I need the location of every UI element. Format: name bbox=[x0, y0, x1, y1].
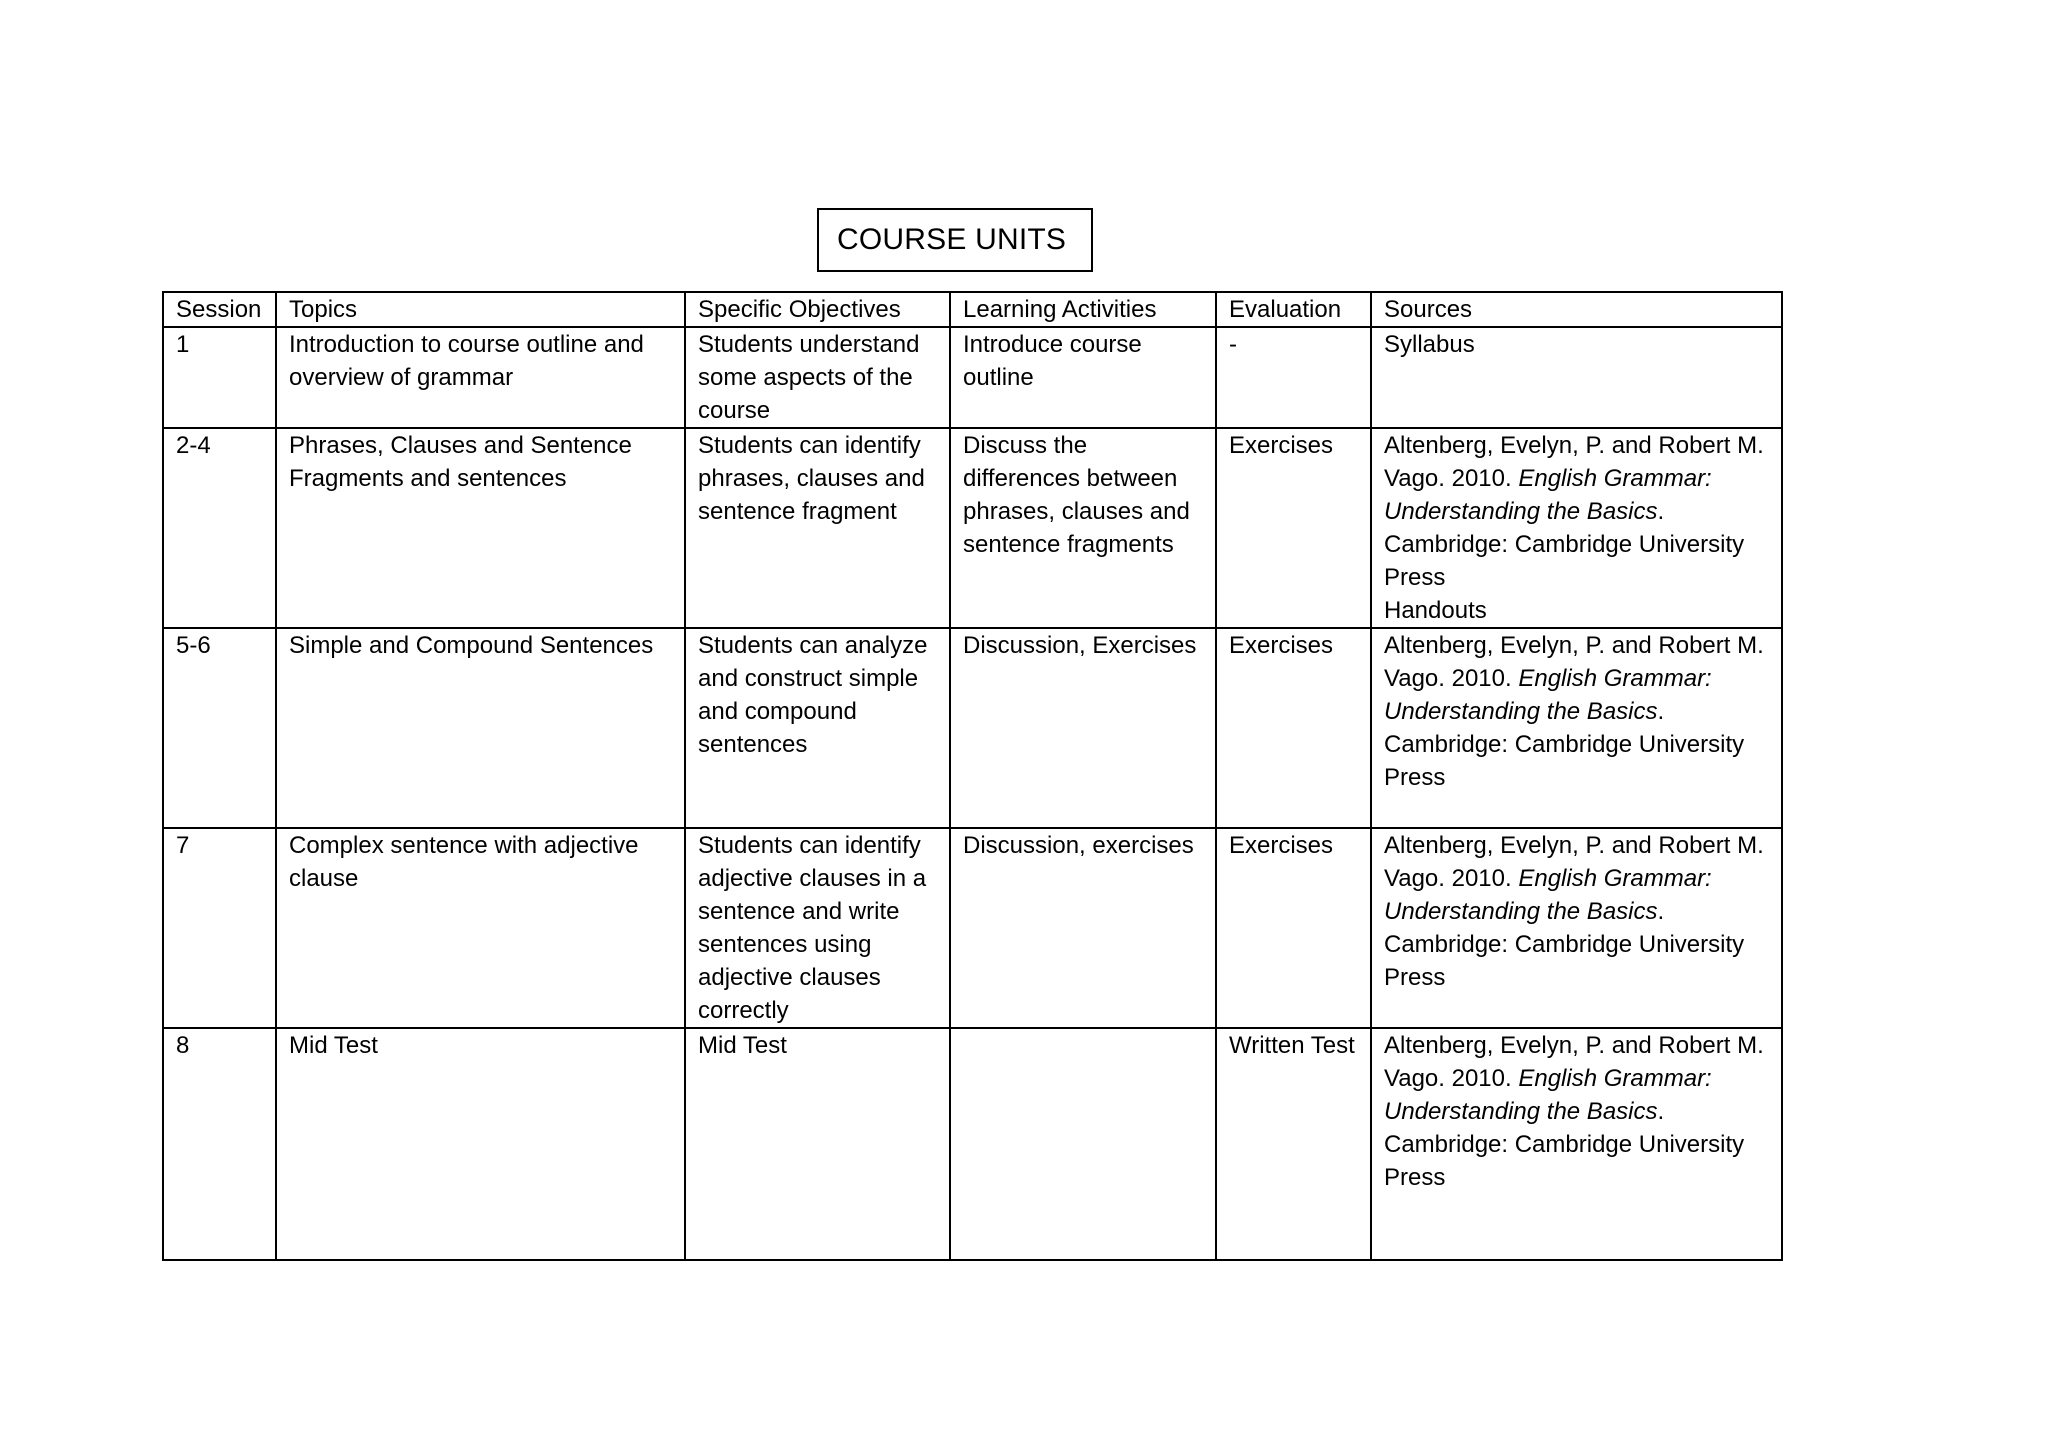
cell-session: 8 bbox=[163, 1028, 276, 1260]
source-authors: Altenberg, Evelyn, P. and Robert M. Vago. 2010. bbox=[1384, 432, 1764, 492]
source-publisher: Cambridge: Cambridge University Press bbox=[1384, 531, 1745, 591]
cell-session: 1 bbox=[163, 327, 276, 428]
source-book-title: English Grammar: Understanding the Basics bbox=[1384, 1065, 1712, 1125]
cell-objectives: Students can identify phrases, clauses and sentence fragment bbox=[685, 428, 950, 628]
source-period: . bbox=[1657, 898, 1665, 925]
page-title-text: COURSE UNITS bbox=[837, 223, 1067, 256]
table-row bbox=[163, 428, 1782, 628]
cell-topics: Mid Test bbox=[276, 1028, 685, 1260]
cell-evaluation: Exercises bbox=[1216, 828, 1371, 1028]
table-header-row bbox=[163, 292, 1782, 327]
source-book-title: English Grammar: Understanding the Basics bbox=[1384, 665, 1712, 725]
source-authors: Altenberg, Evelyn, P. and Robert M. Vago. 2010. bbox=[1384, 1032, 1764, 1092]
source-text: Syllabus bbox=[1384, 331, 1475, 358]
cell-topics: Introduction to course outline and overview of grammar bbox=[276, 327, 685, 428]
cell-objectives: Students understand some aspects of the course bbox=[685, 327, 950, 428]
cell-session: 7 bbox=[163, 828, 276, 1028]
header-topics: Topics bbox=[276, 292, 685, 327]
cell-sources bbox=[1371, 828, 1782, 1028]
source-period: . bbox=[1657, 498, 1665, 525]
header-activities: Learning Activities bbox=[950, 292, 1216, 327]
source-authors: Altenberg, Evelyn, P. and Robert M. Vago. 2010. bbox=[1384, 832, 1764, 892]
cell-objectives: Mid Test bbox=[685, 1028, 950, 1260]
cell-evaluation: - bbox=[1216, 327, 1371, 428]
source-publisher: Cambridge: Cambridge University Press bbox=[1384, 931, 1745, 991]
source-book-title: English Grammar: Understanding the Basics bbox=[1384, 465, 1712, 525]
cell-session: 2-4 bbox=[163, 428, 276, 628]
source-extra: Handouts bbox=[1384, 597, 1487, 624]
cell-topics: Complex sentence with adjective clause bbox=[276, 828, 685, 1028]
table-row bbox=[163, 327, 1782, 428]
source-authors: Altenberg, Evelyn, P. and Robert M. Vago. 2010. bbox=[1384, 632, 1764, 692]
cell-activities: Discussion, Exercises bbox=[950, 628, 1216, 828]
source-publisher: Cambridge: Cambridge University Press bbox=[1384, 1131, 1745, 1191]
cell-activities bbox=[950, 1028, 1216, 1260]
header-sources: Sources bbox=[1371, 292, 1782, 327]
cell-evaluation: Exercises bbox=[1216, 428, 1371, 628]
course-units-table bbox=[162, 291, 1783, 1261]
table-row bbox=[163, 828, 1782, 1028]
cell-topics: Simple and Compound Sentences bbox=[276, 628, 685, 828]
cell-objectives: Students can identify adjective clauses in a sentence and write sentences using adjective clauses correctly bbox=[685, 828, 950, 1028]
header-session: Session bbox=[163, 292, 276, 327]
source-publisher: Cambridge: Cambridge University Press bbox=[1384, 731, 1745, 791]
source-period: . bbox=[1657, 698, 1665, 725]
source-period: . bbox=[1657, 1098, 1665, 1125]
table-row bbox=[163, 1028, 1782, 1260]
cell-activities: Discuss the differences between phrases, clauses and sentence fragments bbox=[950, 428, 1216, 628]
header-evaluation: Evaluation bbox=[1216, 292, 1371, 327]
cell-session: 5-6 bbox=[163, 628, 276, 828]
source-book-title: English Grammar: Understanding the Basics bbox=[1384, 865, 1712, 925]
header-objectives: Specific Objectives bbox=[685, 292, 950, 327]
cell-sources bbox=[1371, 428, 1782, 628]
table-row bbox=[163, 628, 1782, 828]
cell-activities: Discussion, exercises bbox=[950, 828, 1216, 1028]
cell-activities: Introduce course outline bbox=[950, 327, 1216, 428]
cell-sources bbox=[1371, 327, 1782, 428]
cell-sources bbox=[1371, 1028, 1782, 1260]
cell-sources bbox=[1371, 628, 1782, 828]
page-title bbox=[817, 208, 1093, 272]
cell-objectives: Students can analyze and construct simple and compound sentences bbox=[685, 628, 950, 828]
cell-topics: Phrases, Clauses and Sentence Fragments and sentences bbox=[276, 428, 685, 628]
cell-evaluation: Written Test bbox=[1216, 1028, 1371, 1260]
cell-evaluation: Exercises bbox=[1216, 628, 1371, 828]
